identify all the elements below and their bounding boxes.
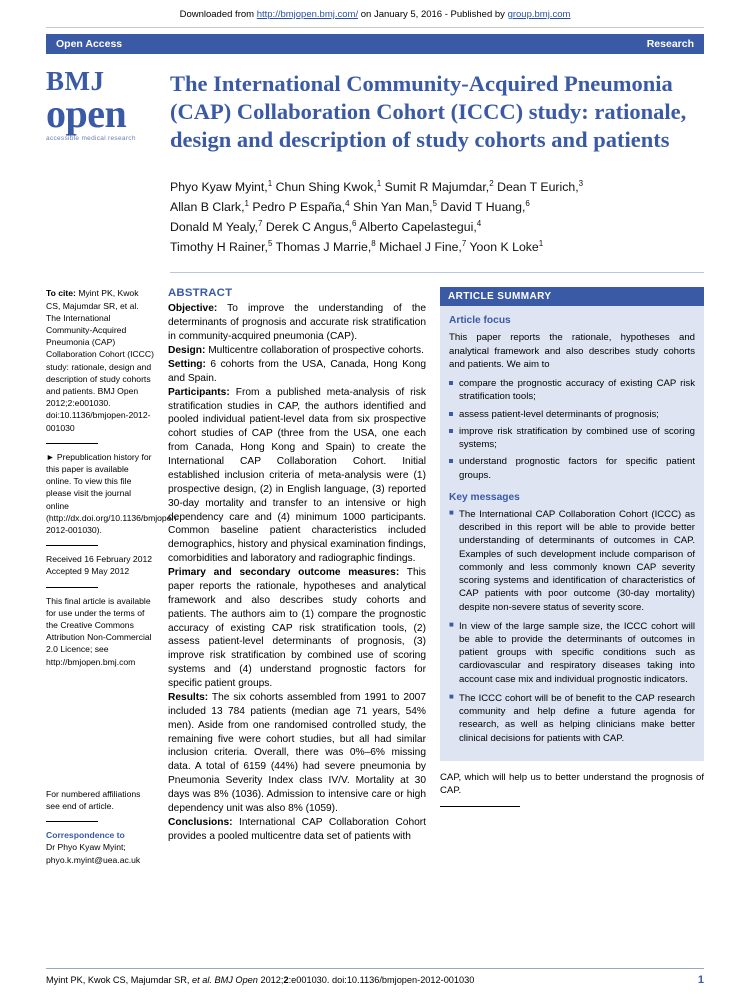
title-block bbox=[46, 54, 704, 258]
abstract-lead: Primary and secondary outcome measures: bbox=[168, 567, 400, 578]
summary-tail-divider bbox=[440, 806, 520, 807]
list-item: assess patient-level determinants of prognosis; bbox=[449, 408, 695, 421]
to-cite-block bbox=[46, 287, 154, 433]
key-messages-heading: Key messages bbox=[449, 491, 520, 503]
list-item: ■ The ICCC cohort will be of benefit to the CAP research community and help define a future agenda for research, as well as helping clinicians make better clinical decisions for patients with CAP. bbox=[449, 692, 695, 745]
section-label: Research bbox=[646, 38, 694, 50]
abstract-paragraph bbox=[168, 566, 426, 691]
to-cite-text: Myint PK, Kwok CS, Majumdar SR, et al. The International Community-Acquired Pneumonia (CAP) Collaboration Cohort (ICCC) study: rationale, design and description of study cohorts and patients. BMJ Open 2012;2:e001030. doi:10.1136/bmjopen-2012-001030 bbox=[46, 288, 154, 433]
metadata-sidebar bbox=[46, 287, 180, 866]
page-number: 1 bbox=[697, 974, 704, 986]
header-divider bbox=[46, 27, 704, 28]
prepublication-text: Prepublication history for this paper is available online. To view this file please visit the journal online (http://dx.doi.org/10.1136/bmjopen-2012-001030). bbox=[46, 451, 180, 536]
article-summary-body bbox=[440, 306, 704, 760]
sidebar-divider bbox=[46, 443, 98, 444]
list-item: compare the prognostic accuracy of existing CAP risk stratification tools; bbox=[449, 377, 695, 403]
summary-tail-text: CAP, which will help us to better understand the prognosis of CAP. bbox=[440, 771, 704, 797]
article-focus-intro: This paper reports the rationale, hypotheses and analytical framework and also describes study cohorts and patients. We aim to bbox=[449, 332, 695, 370]
affiliations-note: For numbered affiliations see end of article. bbox=[46, 788, 141, 812]
open-access-banner bbox=[46, 34, 704, 54]
sidebar-divider bbox=[46, 821, 98, 822]
open-access-label: Open Access bbox=[56, 38, 123, 50]
abstract-lead: Setting: bbox=[168, 358, 206, 370]
group-link[interactable]: group.bmj.com bbox=[507, 9, 571, 20]
abstract-lead: Design: bbox=[168, 345, 206, 356]
abstract-text: Multicentre collaboration of prospective cohorts. bbox=[205, 345, 424, 356]
content-columns bbox=[46, 287, 704, 866]
citation-volume: 2 bbox=[283, 975, 289, 985]
triangle-icon: ► bbox=[46, 451, 55, 462]
download-middle: on January 5, 2016 - Published by bbox=[358, 9, 508, 20]
article-summary-heading: ARTICLE SUMMARY bbox=[440, 287, 704, 306]
abstract-lead: Participants: bbox=[168, 386, 230, 398]
author-list bbox=[170, 178, 704, 258]
abstract-lead: Conclusions: bbox=[168, 816, 233, 828]
title-column bbox=[170, 54, 704, 258]
citation-part: :e001030. doi:10.1136/bmjopen-2012-001030 bbox=[288, 975, 475, 985]
logo-bmj-text: BMJ bbox=[46, 66, 105, 96]
footer-citation bbox=[46, 975, 474, 985]
download-notice bbox=[0, 0, 750, 27]
abstract-text: From a published meta-analysis of risk stratification studies in CAP, the authors identified and pooled individual patient-level data from six prospective cohort studies of CAP (three from the USA, one each from Canada, Hong Kong and Spain) to create the International CAP Collaboration Cohort. Initial established inclusion criteria of meta-analysis were (1) prospective design, (2) in English language, (3) reported 30-day mortality and transfer to an intensive or high dependency care and (4) minimum 1000 participants. Common baseline patient characteristics included demographics, history and physical examination findings, comorbidities and laboratory and radiographic findings. bbox=[168, 386, 426, 565]
correspondence-text: Dr Phyo Kyaw Myint; phyo.k.myint@uea.ac.uk bbox=[46, 842, 141, 865]
article-focus-heading: Article focus bbox=[449, 315, 511, 327]
author-line: Timothy H Rainer,$^5$ Thomas J Marrie,$^8$ Michael J Fine,$^7$ Yoon K Loke$^1$ bbox=[170, 239, 544, 255]
accepted-date: Accepted 9 May 2012 bbox=[46, 566, 130, 577]
article-summary-column bbox=[440, 287, 704, 866]
abstract-text: The six cohorts assembled from 1991 to 2007 included 13 784 patients (median age 71 years, 54% men). Aside from one randomised controlled study, the remaining five were cohort studies, but all had similar inclusion criteria. Overall, there was 0%–6% missing data. A total of 6159 (44%) had severe pneumonia by Pneumonia Severity Index class IV/V. Mortality at 30 days was 8% (1036). Admission to intensive care or high dependency unit was also 8% (1059). bbox=[168, 691, 426, 814]
footer-divider bbox=[46, 968, 704, 969]
received-date: Received 16 February 2012 bbox=[46, 554, 153, 565]
citation-italic: et al. BMJ Open bbox=[192, 975, 258, 985]
prepublication-note bbox=[46, 451, 180, 536]
page-title: The International Community-Acquired Pneumonia (CAP) Collaboration Cohort (ICCC) study: rationale, design and description of study cohorts and patients bbox=[170, 71, 687, 153]
article-focus-list bbox=[449, 377, 695, 482]
logo-tagline: accessible medical research bbox=[46, 135, 136, 142]
page-footer bbox=[46, 968, 704, 986]
journal-logo bbox=[46, 54, 170, 142]
correspondence-label: Correspondence to bbox=[46, 830, 125, 841]
list-item: ■ In view of the large sample size, the ICCC cohort will be able to provide the determinants of outcomes in patient groups with specific conditions such as cardiovascular and respiratory diseases taking into account case mix and individual prognostic indicators. bbox=[449, 620, 695, 686]
abstract-text: This paper reports the rationale, hypotheses and analytical framework and also describes study cohorts and patients. The authors aim to (1) compare the prognostic accuracy of existing CAP risk stratification tools, (2) assess patient-level determinants of prognosis, (3) improve risk stratification by combined use of scoring systems and (4) understand prognostic factors for specific patient groups. bbox=[168, 567, 426, 689]
author-line: Donald M Yealy,$^7$ Derek C Angus,$^6$ Alberto Capelastegui,$^4$ bbox=[170, 219, 482, 235]
list-item: ■ The International CAP Collaboration Cohort (ICCC) as described in this report will be able to provide better understanding of determinants of outcomes in CAP. Examples of such development include comparison of commonly and less commonly known CAP severity scoring systems and identification of characteristics of CAP patients with poor outcome (30-day mortality) despite non-severe status of severity score. bbox=[449, 508, 695, 614]
sidebar-divider bbox=[46, 587, 98, 588]
abstract-text: 6 cohorts from the USA, Canada, Hong Kong and Spain. bbox=[168, 358, 426, 384]
abstract-paragraph bbox=[168, 816, 426, 844]
abstract-text: International CAP Collaboration Cohort provides a pooled multicentre data set of patients with bbox=[168, 816, 426, 842]
key-messages-list bbox=[449, 508, 695, 745]
abstract-lead: Objective: bbox=[168, 303, 218, 315]
footer-row bbox=[46, 974, 704, 986]
author-line: Allan B Clark,$^1$ Pedro P España,$^4$ Shin Yan Man,$^5$ David T Huang,$^6$ bbox=[170, 199, 530, 215]
list-item: improve risk stratification by combined use of scoring systems; bbox=[449, 425, 695, 451]
to-cite-label: To cite: bbox=[46, 288, 76, 299]
author-line: Phyo Kyaw Myint,$^1$ Chun Shing Kwok,$^1$ Sumit R Majumdar,$^2$ Dean T Eurich,$^3$ bbox=[170, 179, 584, 195]
abstract-lead: Results: bbox=[168, 691, 209, 703]
abstract-heading: ABSTRACT bbox=[168, 287, 233, 300]
license-note: This final article is available for use under the terms of the Creative Commons Attribution Non-Commercial 2.0 Licence; see http://bmjopen.bmj.com bbox=[46, 595, 152, 667]
abstract-text: To improve the understanding of the determinants of prognosis and accurate risk stratification in community-acquired pneumonia (CAP). bbox=[168, 303, 426, 343]
abstract-paragraph bbox=[168, 691, 426, 816]
abstract-column bbox=[168, 287, 426, 866]
abstract-paragraph bbox=[168, 344, 426, 358]
list-item: understand prognostic factors for specific patient groups. bbox=[449, 455, 695, 481]
citation-part: Myint PK, Kwok CS, Majumdar SR, bbox=[46, 975, 193, 985]
title-divider bbox=[170, 272, 704, 273]
logo-open-text: open bbox=[46, 91, 127, 136]
journal-link[interactable]: http://bmjopen.bmj.com/ bbox=[256, 9, 359, 20]
download-prefix: Downloaded from bbox=[179, 9, 257, 20]
abstract-paragraph bbox=[168, 386, 426, 566]
abstract-paragraph bbox=[168, 302, 426, 344]
citation-part: 2012; bbox=[257, 975, 284, 985]
sidebar-divider bbox=[46, 545, 98, 546]
abstract-paragraph bbox=[168, 358, 426, 386]
